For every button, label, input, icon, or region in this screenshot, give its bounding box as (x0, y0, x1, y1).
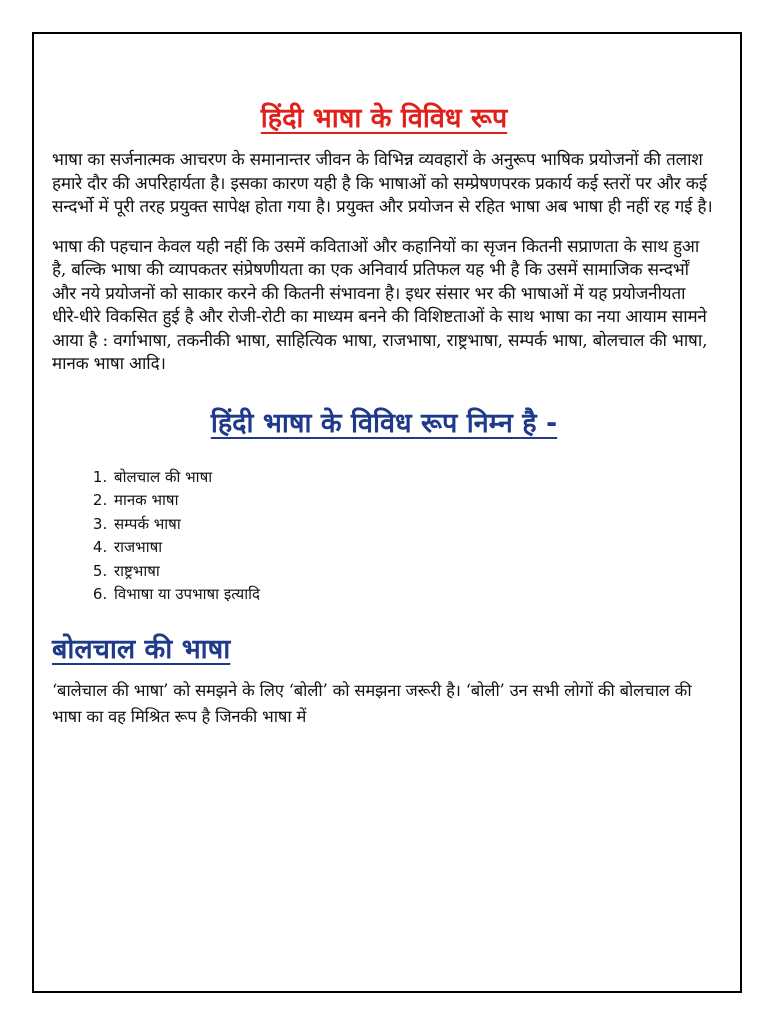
page-title: हिंदी भाषा के विविध रूप (260, 103, 508, 134)
list-item: 6. विभाषा या उपभाषा इत्यादि (112, 583, 716, 607)
paragraph-2: भाषा की पहचान केवल यही नहीं कि उसमें कविताओं और कहानियों का सृजन कितनी सप्राणता के साथ हुआ है, बल्कि भाषा की व्यापकतर संप्रेषणीयता का एक अनिवार्य प्रतिफल यह भी है कि उसमें सामाजिक सन्दर्भों और नये प्रयोजनों को साकार करने की कितनी संभावना है। इधर संसार भर की भाषाओं में यह प्रयोजनीयता धीरे-धीरे विकसित हुई है और रोजी-रोटी का माध्यम बनने की विशिष्टताओं के साथ भाषा का नया आयाम सामने आया है : वर्गाभाषा, तकनीकी भाषा, साहित्यिक भाषा, राजभाषा, राष्ट्रभाषा, सम्पर्क भाषा, बोलचाल की भाषा, मानक भाषा आदि। (52, 236, 708, 374)
list-item: 3. सम्पर्क भाषा (112, 513, 716, 537)
list-heading: हिंदी भाषा के विविध रूप निम्न है - (210, 407, 558, 439)
list-item: 2. मानक भाषा (112, 489, 716, 513)
list-item: 4. राजभाषा (112, 536, 716, 560)
paragraph-1: भाषा का सर्जनात्मक आचरण के समानान्तर जीवन के विभिन्न व्यवहारों के अनुरूप भाषिक प्रयोजनों की तलाश हमारे दौर की अपरिहार्यता है। इसका कारण यही है कि भाषाओं को सम्प्रेषणपरक प्रकार्य कई स्तरों पर और कई सन्दर्भो में पूरी तरह प्रयुक्त सापेक्ष होता गया है। प्रयुक्त और प्रयोजन से रहित भाषा अब भाषा ही नहीं रह गई है। (52, 150, 713, 217)
paragraph-3: ‘बालेचाल की भाषा’ को समझने के लिए ‘बोली’ को समझना जरूरी है। ‘बोली’ उन सभी लोगों की बोलचाल की भाषा का वह मिश्रित रूप है जिनकी भाषा में (52, 680, 692, 726)
document-content (52, 62, 716, 730)
list-item: 1. बोलचाल की भाषा (112, 466, 716, 490)
list-item: 5. राष्ट्रभाषा (112, 560, 716, 584)
language-types-list (52, 466, 716, 607)
section-heading: बोलचाल की भाषा (52, 633, 231, 665)
